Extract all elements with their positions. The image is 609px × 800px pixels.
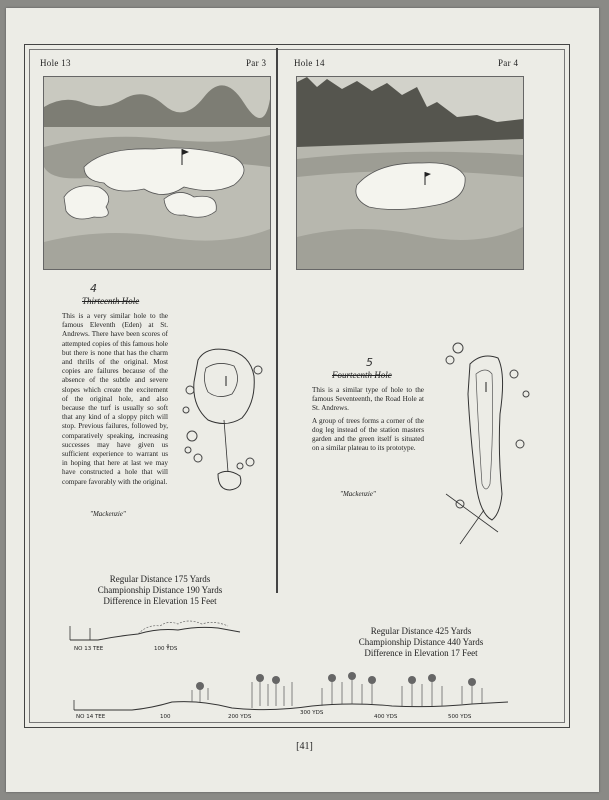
hole14-championship-distance: Championship Distance 440 Yards xyxy=(358,637,484,647)
hole13-handwritten-number: 4 xyxy=(90,282,97,295)
hole14-description xyxy=(312,386,424,453)
hole13-description: This is a very similar hole to the famous Eleventh (Eden) at St. Andrews. There have been scores of attempted copies of this famous hole but there is none that has the charm and thrills of the original. Most copies are failures because of the absence of the subtle and severe slopes which create the excitement of the original hole, and also because the turf is usually so soft that any kind of a sloppy pitch will stop. Previous failures, followed by, comparatively speaking, increasing successes may have given us sufficient experience to warrant us in hoping that here at last we may have constructed a hole that will compare favorably with the original. xyxy=(62,312,168,486)
hole13-championship-distance: Championship Distance 190 Yards xyxy=(97,585,223,595)
hole13-profile-yds-label: 100 YDS xyxy=(154,646,178,652)
hole14-description-p1: This is a similar type of hole to the famous Seventeenth, the Road Hole at St. Andrews. xyxy=(312,386,424,413)
hole14-regular-distance: Regular Distance 425 Yards xyxy=(370,626,472,636)
hole13-credit: "Mackenzie" xyxy=(90,510,126,518)
hole13-title-text: Thirteenth Hole xyxy=(82,296,140,306)
hole14-title-text: Fourteenth Hole xyxy=(332,370,392,380)
hole13-plan-sketch xyxy=(178,340,268,500)
hole13-title xyxy=(82,282,140,306)
hole14-profile-300-label: 300 YDS xyxy=(300,710,324,716)
hole14-handwritten-number: 5 xyxy=(366,356,373,369)
hole14-profile-100-label: 100 xyxy=(160,714,171,720)
hole14-label: Hole 14 xyxy=(294,58,325,68)
hole13-elevation-difference: Difference in Elevation 15 Feet xyxy=(103,596,217,606)
hole14-profile-tee-label: NO 14 TEE xyxy=(76,714,106,720)
hole13-distances xyxy=(60,574,260,607)
hole13-illustration xyxy=(43,76,271,270)
hole13-par: Par 3 xyxy=(246,58,267,68)
hole14-credit: "Mackenzie" xyxy=(340,490,376,498)
hole14-title xyxy=(332,356,392,380)
hole14-profile-200-label: 200 YDS xyxy=(228,714,252,720)
hole13-elevation-profile xyxy=(68,618,248,658)
hole14-plan-sketch xyxy=(440,334,540,554)
hole13-profile-tee-label: NO 13 TEE xyxy=(74,646,104,652)
hole14-par: Par 4 xyxy=(498,58,519,68)
column-divider xyxy=(276,48,278,593)
hole14-profile-500-label: 500 YDS xyxy=(448,714,472,720)
hole13-regular-distance: Regular Distance 175 Yards xyxy=(109,574,211,584)
hole14-description-p2: A group of trees forms a corner of the dog leg instead of the station masters garden and the green itself is situated on a similar plateau to its prototype. xyxy=(312,416,424,453)
hole14-distances xyxy=(316,626,526,659)
hole14-profile-400-label: 400 YDS xyxy=(374,714,398,720)
hole14-elevation-difference: Difference in Elevation 17 Feet xyxy=(364,648,478,658)
hole14-illustration xyxy=(296,76,524,270)
hole13-label: Hole 13 xyxy=(40,58,71,68)
page-number: [41] xyxy=(296,741,313,752)
hole14-elevation-profile xyxy=(72,672,512,724)
